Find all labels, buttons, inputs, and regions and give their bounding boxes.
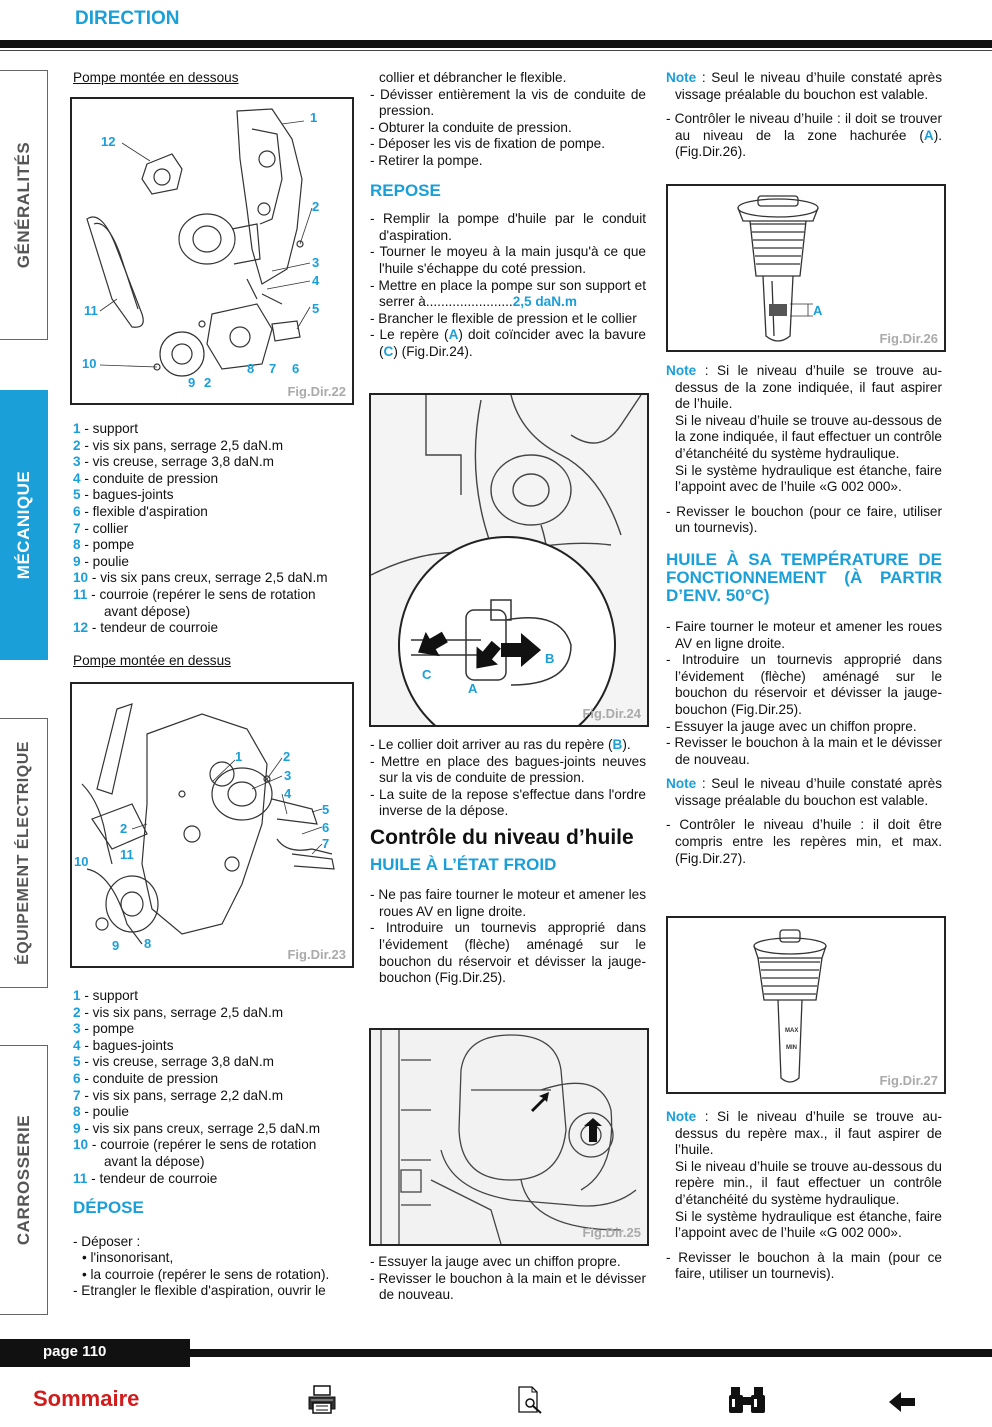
list-item: - Ne pas faire tourner le moteur et amener les roues AV en ligne droite. [370, 887, 646, 919]
callout: B [545, 651, 555, 666]
note-2-c: Si le système hydraulique est étanche, faire l’appoint avec de l’huile «G 002 000». [675, 462, 942, 495]
depose-heading: DÉPOSE [73, 1198, 144, 1217]
list-item: - Contrôler le niveau d’huile : il doit se trouver au niveau de la zone hachurée (A). (Fig.Dir.26). [666, 111, 942, 160]
list-item: - Introduire un tournevis approprié dans l’évidement (flèche) aménagé sur le bouchon du réservoir et dévisser la jauge-bouchon (Fig.Dir.25). [666, 652, 942, 717]
note-2: Note : Si le niveau d’huile se trouve au-dessus de la zone indiquée, il faut aspirer de l’huile. [666, 363, 942, 412]
pump-collar-photo [371, 395, 647, 725]
figure-label: Fig.Dir.27 [879, 1073, 938, 1088]
list-item: collier et débrancher le flexible. [379, 70, 567, 85]
figure-label: Fig.Dir.24 [582, 706, 641, 721]
list-item: 4 - conduite de pression [73, 470, 219, 486]
list-item: - Revisser le bouchon (pour ce faire, utiliser un tournevis). [666, 503, 942, 536]
list-item: 1 - support [73, 421, 138, 436]
callout: 2 [204, 375, 212, 390]
note-1: Note : Seul le niveau d’huile constaté après vissage préalable du bouchon est valable. [666, 70, 942, 102]
list-item: 3 - vis creuse, serrage 3,8 daN.m [73, 454, 274, 470]
froid-heading: HUILE À L’ÉTAT FROID [370, 854, 557, 874]
callout: C [422, 667, 432, 682]
list-item: - Déposer les vis de fixation de pompe. [370, 136, 605, 152]
list-item: - Revisser le bouchon à la main et le dévisser de nouveau. [370, 1270, 646, 1303]
controle-heading: Contrôle du niveau d’huile [370, 825, 634, 849]
list-item: 5 - vis creuse, serrage 3,8 daN.m [73, 1054, 274, 1070]
figure-dir-23 [70, 682, 354, 968]
callout: A [813, 303, 823, 318]
column-1 [73, 70, 351, 87]
list-item: - La suite de la repose s'effectue dans l'ordre inverse de la dépose. [370, 786, 646, 819]
note-4: Note : Si le niveau d’huile se trouve au-dessus du repère max., il faut aspirer de l’huile. [666, 1109, 942, 1158]
list-item: - Revisser le bouchon à la main et le dévisser de nouveau. [666, 735, 942, 767]
section-title: DIRECTION [75, 8, 180, 29]
back-arrow-icon[interactable] [887, 1390, 917, 1419]
reservoir-photo [371, 1030, 647, 1244]
figure-dir-25 [369, 1028, 649, 1246]
list-item: 9 - vis six pans creux, serrage 2,5 daN.m [73, 1120, 321, 1136]
legend-list-1 [73, 421, 351, 637]
list-item: 7 - vis six pans, serrage 2,2 daN.m [73, 1087, 284, 1103]
list-item: 10 - courroie (repérer le sens de rotation avant la dépose) [73, 1137, 317, 1169]
max-mark: MAX [785, 1028, 799, 1034]
callout: 1 [310, 110, 318, 125]
list-item: - Le collier doit arriver au ras du repère (B). [370, 737, 631, 752]
column-3-bottom [666, 1109, 942, 1283]
note-4-b: Si le niveau d’huile se trouve au-dessous du repère min., il faut effectuer un contrôle d’étanchéité du système hydraulique. [675, 1158, 942, 1207]
column-2-mid [370, 737, 646, 987]
callout: 12 [101, 134, 116, 149]
list-item: - Tourner le moyeu à la main jusqu'à ce que l'huile s'échappe du coté pression. [370, 244, 646, 276]
list-item: 8 - pompe [73, 537, 135, 553]
tab-mecanique[interactable]: MÉCANIQUE [0, 390, 48, 660]
subheading-pump-above: Pompe montée en dessus [73, 653, 231, 668]
figure-label: Fig.Dir.26 [879, 331, 938, 346]
callout: 3 [284, 768, 292, 783]
list-item: 11 - tendeur de courroie [73, 1170, 218, 1186]
figure-dir-26 [666, 184, 946, 352]
list-item: - Obturer la conduite de pression. [370, 119, 572, 135]
list-item: 1 - support [73, 988, 138, 1003]
figure-label: Fig.Dir.25 [582, 1225, 641, 1240]
list-item: - Brancher le flexible de pression et le collier [370, 310, 637, 326]
column-2-bottom [370, 1254, 646, 1304]
min-mark: MIN [786, 1045, 797, 1051]
list-item: - Retirer la pompe. [370, 152, 483, 168]
depose-section [73, 1200, 351, 1300]
subheading-pump-below: Pompe montée en dessous [73, 70, 239, 85]
list-item: 7 - collier [73, 520, 129, 536]
figure-dir-22 [70, 97, 354, 405]
sommaire-link[interactable]: Sommaire [33, 1386, 140, 1411]
list-item: - Revisser le bouchon à la main (pour ce faire, utiliser un tournevis). [666, 1249, 942, 1282]
depose-line: - Déposer : [73, 1233, 141, 1249]
figure-dir-24 [369, 393, 649, 727]
figure-label: Fig.Dir.23 [287, 947, 346, 962]
repose-heading: REPOSE [370, 180, 441, 200]
subheading-pump-above-wrap [73, 653, 351, 670]
callout: 2 [120, 821, 128, 836]
callout: 10 [74, 854, 89, 869]
list-item: 5 - bagues-joints [73, 487, 174, 503]
pump-assembly-drawing-2 [72, 684, 352, 966]
figure-label: Fig.Dir.22 [287, 384, 346, 399]
callout: 7 [269, 361, 277, 376]
list-item: - Essuyer la jauge avec un chiffon propre. [666, 718, 917, 734]
callout: 5 [312, 301, 320, 316]
callout: 1 [235, 749, 243, 764]
callout: A [468, 681, 478, 696]
callout: 3 [312, 255, 320, 270]
temp-heading: HUILE À SA TEMPÉRATURE DE FONCTIONNEMENT (À PARTIR D’ENV. 50°C) [666, 549, 942, 605]
callout: 8 [247, 361, 255, 376]
depose-line: • la courroie (repérer le sens de rotation). [82, 1266, 330, 1282]
list-item: 9 - poulie [73, 553, 129, 569]
dipstick-minmax-drawing [668, 918, 944, 1092]
list-item: 2 - vis six pans, serrage 2,5 daN.m [73, 437, 284, 453]
list-item: 12 - tendeur de courroie [73, 620, 219, 636]
callout: 2 [312, 199, 320, 214]
note-3: Note : Seul le niveau d’huile constaté après vissage préalable du bouchon est valable. [666, 776, 942, 808]
callout: 5 [322, 802, 330, 817]
list-item: 8 - poulie [73, 1104, 129, 1120]
callout: 9 [112, 938, 120, 953]
depose-line: - Etrangler le flexible d'aspiration, ouvrir le [73, 1283, 326, 1299]
note-4-c: Si le système hydraulique est étanche, faire l’appoint avec de l’huile «G 002 000». [675, 1208, 942, 1241]
dipstick-cap-drawing [668, 186, 944, 350]
list-item: - Introduire un tournevis approprié dans l’évidement (flèche) aménagé sur le bouchon du réservoir et dévisser la jauge-bouchon (Fig.Dir.25). [370, 920, 646, 986]
callout: 4 [284, 786, 292, 801]
list-item: - Dévisser entièrement la vis de conduite de pression. [370, 86, 646, 119]
tab-carrosserie[interactable]: CARROSSERIE [0, 1045, 48, 1315]
column-3-mid [666, 363, 942, 867]
header-rule [0, 50, 992, 51]
callout: 9 [188, 375, 196, 390]
list-item: - Mettre en place la pompe sur son support et serrer à.......................2,5 daN.m [370, 277, 646, 310]
list-item: 2 - vis six pans, serrage 2,5 daN.m [73, 1004, 284, 1020]
printer-icon[interactable] [306, 1385, 338, 1420]
list-item: 11 - courroie (repérer le sens de rotation avant dépose) [73, 586, 316, 619]
column-2-top [370, 70, 646, 361]
tab-generalites[interactable]: GÉNÉRALITÉS [0, 70, 48, 340]
list-item: 10 - vis six pans creux, serrage 2,5 daN.m [73, 570, 328, 586]
callout: 10 [82, 356, 97, 371]
search-document-icon[interactable] [517, 1385, 545, 1420]
footer-bar [190, 1349, 992, 1357]
callout: 11 [120, 847, 134, 862]
callout: 6 [292, 361, 300, 376]
header-bar [0, 40, 992, 48]
list-item: - Faire tourner le moteur et amener les roues AV en ligne droite. [666, 618, 942, 651]
column-3-top [666, 70, 942, 161]
list-item: 6 - conduite de pression [73, 1070, 219, 1086]
callout: 7 [322, 836, 330, 851]
callout: 11 [84, 303, 98, 318]
tab-equipement-electrique[interactable]: ÉQUIPEMENT ÉLECTRIQUE [0, 718, 48, 988]
legend-list-2 [73, 988, 351, 1187]
callout: 6 [322, 820, 330, 835]
depose-line: • l'insonorisant, [82, 1250, 174, 1266]
callout: 4 [312, 273, 320, 288]
list-item: - Remplir la pompe d'huile par le conduit d'aspiration. [370, 211, 646, 243]
list-item: 4 - bagues-joints [73, 1037, 174, 1053]
list-item: - Mettre en place des bagues-joints neuves sur la vis de conduite de pression. [370, 753, 646, 786]
note-2-b: Si le niveau d’huile se trouve au-dessous de la zone indiquée, il faut effectuer un contrôle d’étanchéité du système hydraulique. [675, 412, 942, 461]
list-item: - Contrôler le niveau d’huile : il doit être compris entre les repères min, et max. (Fig.Dir.27). [666, 817, 942, 866]
list-item: 3 - pompe [73, 1021, 135, 1037]
page-number: page 110 [43, 1343, 107, 1360]
list-item: - Essuyer la jauge avec un chiffon propre. [370, 1254, 621, 1269]
callout: 2 [283, 749, 291, 764]
figure-dir-27 [666, 916, 946, 1094]
binoculars-icon[interactable] [728, 1385, 766, 1420]
list-item: 6 - flexible d'aspiration [73, 503, 208, 519]
callout: 8 [144, 936, 152, 951]
list-item: - Le repère (A) doit coïncider avec la bavure (C) (Fig.Dir.24). [370, 327, 646, 359]
